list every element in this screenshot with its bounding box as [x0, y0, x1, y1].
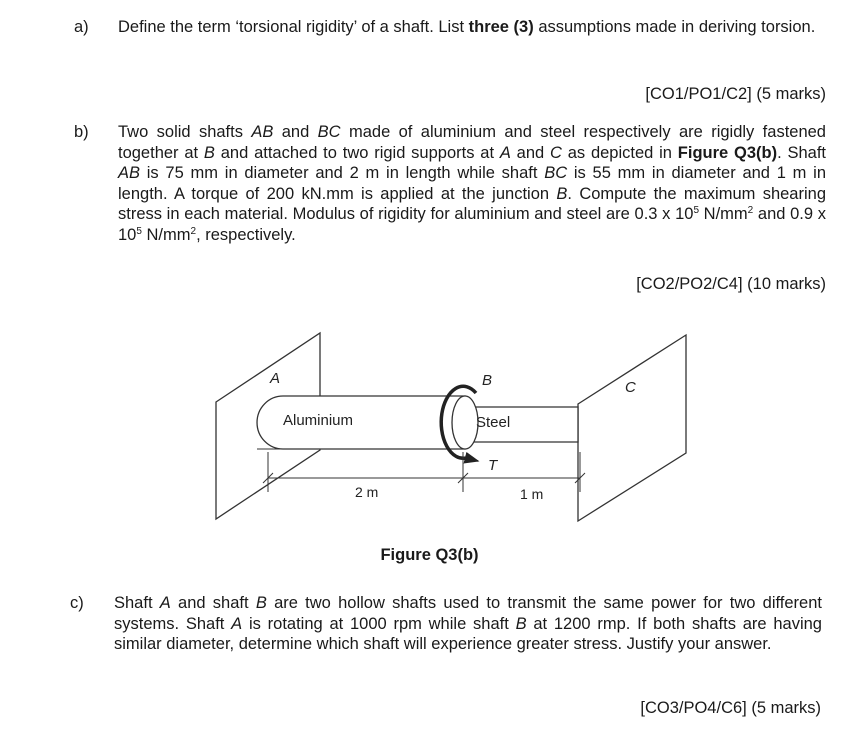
qb-t23: and 0.9 x 10: [118, 205, 826, 244]
qc-t5: are two hollow shafts used to transmit the same power for two different systems. Shaft: [114, 594, 822, 633]
qb-t12: Figure Q3(b): [677, 143, 778, 162]
qb-t15: is 75 mm in diameter and 2 m in length while shaft: [140, 164, 545, 182]
question-b-label: b): [74, 123, 89, 141]
qb-t22: 2: [747, 205, 754, 216]
question-a-label: a): [74, 18, 89, 36]
question-a-text-2: assumptions made in deriving torsion.: [533, 18, 816, 36]
qc-t8: B: [515, 614, 527, 633]
qb-t27: , respectively.: [196, 225, 296, 244]
qb-t17: is 55 mm in diameter and 1 m in length. A torque of 200 kN.mm is applied at the junction: [118, 164, 826, 203]
qb-t19: . Compute the maximum shearing stress in each material. Modulus of rigidity for aluminium and steel are 0.3 x 10: [118, 184, 826, 223]
label-a: A: [270, 370, 281, 387]
qb-t18: B: [556, 184, 568, 203]
qc-t2: A: [159, 594, 171, 612]
qb-t20: 5: [693, 205, 699, 216]
qc-t7: is rotating at 1000 rpm while shaft: [242, 614, 516, 633]
qc-t6: A: [231, 614, 243, 633]
qb-t8: A: [499, 143, 511, 162]
qb-t6: B: [203, 143, 215, 162]
qb-t3: and: [273, 123, 318, 141]
question-a-text: [118, 17, 826, 38]
qc-t4: B: [255, 594, 267, 612]
qb-t13: . Shaft: [777, 143, 827, 162]
qc-t9: at 1200 rmp. If both shafts are having similar diameter, determine which shaft will experience greater stress. Justify your answer.: [114, 614, 822, 653]
question-c-ref: [CO3/PO4/C6] (5 marks): [640, 699, 821, 717]
figure-caption: Figure Q3(b): [380, 546, 479, 564]
question-a-text-1: Define the term ‘torsional rigidity’ of a shaft. List: [118, 18, 469, 36]
qb-t14: AB: [118, 164, 141, 182]
label-steel: Steel: [476, 414, 511, 431]
qb-t16: BC: [544, 164, 568, 182]
qb-t1: Two solid shafts: [118, 123, 252, 141]
label-c: C: [625, 379, 636, 396]
question-c-label: c): [70, 594, 84, 612]
support-c-plate: [578, 335, 686, 521]
qb-t21: N/mm: [699, 205, 748, 223]
question-c-text: [114, 593, 822, 655]
label-torque: T: [488, 457, 498, 474]
qb-t5: made of aluminium and steel respectively are rigidly fastened together at: [118, 123, 826, 162]
figure-q3b: [0, 320, 859, 550]
qb-t4: BC: [317, 123, 341, 141]
qb-t24: 5: [136, 225, 142, 237]
qb-t2: AB: [251, 123, 274, 141]
label-b: B: [482, 372, 493, 389]
qb-t9: and: [510, 143, 550, 162]
qb-t11: as depicted in: [561, 143, 678, 162]
question-b-ref: [CO2/PO2/C4] (10 marks): [636, 275, 826, 293]
question-a-text-bold: three (3): [468, 18, 534, 36]
qc-t1: Shaft: [114, 594, 160, 612]
question-b-text: [118, 122, 826, 245]
label-aluminium: Aluminium: [283, 412, 354, 429]
qb-t10: C: [550, 143, 562, 162]
dim-ab-label: 2 m: [355, 484, 379, 500]
qb-t7: and attached to two rigid supports at: [214, 143, 500, 162]
question-a-ref: [CO1/PO1/C2] (5 marks): [645, 85, 826, 103]
qb-t26: 2: [190, 225, 197, 237]
torque-arrow: [466, 458, 478, 461]
qc-t3: and shaft: [170, 594, 256, 612]
dim-bc-label: 1 m: [520, 486, 544, 502]
qb-t25: N/mm: [141, 225, 191, 244]
